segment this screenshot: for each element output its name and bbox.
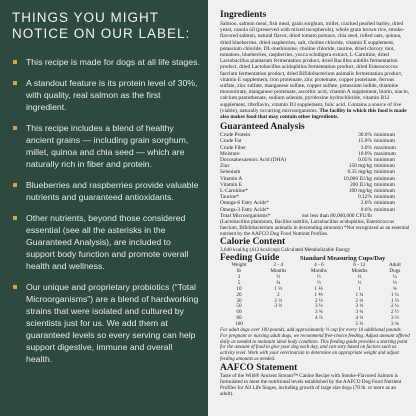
ga-value: 150 mg/kg — [348, 163, 372, 170]
guaranteed-analysis-heading: Guaranteed Analysis — [220, 122, 305, 133]
note-text: Other nutrients, beyond those considered essential (see all the asterisks in the Guaranteed Analysis), are included to support body function and promote overall health and wellness. — [26, 213, 189, 271]
feeding-guide-table — [220, 263, 410, 328]
microorganisms-note: Contains a source of live (viable), naturally occurring microorganisms. — [220, 101, 402, 114]
ga-value: 0.35 mg/kg — [347, 169, 372, 176]
feeding-guide-heading: Feeding Guide — [220, 253, 280, 264]
ga-nutrient: Total Microorganisms* — [220, 212, 271, 219]
feed-cell: 5 — [237, 279, 241, 286]
feed-cell: lb — [236, 268, 242, 274]
feed-cell: Months — [270, 268, 287, 274]
feed-cell: 20 — [236, 291, 242, 298]
ga-unit: maximum — [374, 144, 396, 151]
feed-cell: Months — [310, 268, 327, 274]
ingredients-text: Salmon, salmon meal, fish meal, grain sorghum, millet, cracked pearled barley, dried yeast, canola oil (preserved with mixed tocopherols), whole grain brown rice, smoke-flavored salmon, natural flavor, dried tomato pomace, chia seed, rolled oats, quinoa, dried blueberries, dried raspberries, salt, choline chloride, vitamin E supplement, potassium chloride, DL-methionine, choline chloride, taurine, dried chicory root, tomatoes, blueberries, raspberries, yucca schidigera extract, L-Carnitine, dried Lactobacillus plantarum fermentation product, dried Bacillus subtilis fermentation product, dried Lactobacillus acidophilus fermentation product, dried Enterococcus faecium fermentation product, dried Bifidobacterium animalis fermentation product, vitamin E supplement, iron proteinate, zinc proteinate, copper proteinate, ferrous sulfate, zinc sulfate, manganese sulfate, copper sulfate, potassium iodide, thiamine mononitrate, manganese proteinate, ascorbic acid, vitamin A supplement, biotin, niacin, calcium pantothenate, sodium selenite, pyridoxine hydrochloride, vitamin B12 supplement, riboflavin, vitamin D3 supplement, folic acid. — [220, 21, 410, 108]
note-item — [12, 122, 200, 170]
feed-cell: 2 - 4 — [273, 262, 284, 269]
feeding-guide-subtitle: Standard Measuring Cups/Day — [300, 255, 386, 263]
ga-unit: minimum — [374, 163, 395, 170]
ga-unit: minimum — [374, 181, 395, 188]
square-bullet-icon — [13, 60, 17, 64]
ingredients-list — [220, 21, 410, 120]
ga-value: 10.0% — [358, 150, 372, 157]
ga-value: 0.05% — [358, 157, 372, 164]
nutrition-label-panel — [208, 0, 416, 416]
note-item — [12, 212, 200, 272]
note-item — [12, 56, 200, 68]
ga-nutrient: Moisture — [220, 150, 240, 157]
ga-nutrient: Crude Fat — [220, 138, 242, 145]
ga-unit: minimum — [374, 169, 395, 176]
feed-cell: 3 ⅓ — [355, 303, 364, 310]
feed-cell: ¾ — [276, 279, 281, 286]
square-bullet-icon — [13, 183, 17, 187]
note-text: This recipe includes a blend of healthy ancient grains — including grain sorghum, millet, quinoa and chia seed — which are naturally rich in fiber and protein. — [26, 123, 189, 169]
note-item — [12, 281, 200, 365]
feed-cell: 80 — [236, 315, 242, 322]
guaranteed-analysis-table — [220, 132, 410, 219]
feed-cell: 1 ¼ — [390, 291, 399, 298]
ga-nutrient: Crude Fiber — [220, 144, 246, 151]
feed-cell: 30 — [236, 297, 242, 304]
feed-cell: 2 ⅔ — [274, 297, 283, 304]
ga-unit: minimum — [374, 206, 395, 213]
feed-cell: 1 ⅕ — [314, 285, 324, 292]
feeding-note: For adult dogs over 100 pounds, add approximately ½ cup for every 10 additional pounds. For pregnant or nursing adult dogs, we recommend free-choice feeding. Adjust amount offered daily as needed to maintain ideal body condition. This feeding guide provides a starting point for the amount of food to give your dog each day, and can vary based on factors such as activity level. Work with your veterinarian to determine an appropriate weight and adjust feeding amounts as needed. — [220, 328, 410, 363]
ga-nutrient: Docosahexaenoic Acid (DHA) — [220, 157, 287, 164]
square-bullet-icon — [13, 81, 17, 85]
ga-value: 200 IU/kg — [349, 181, 372, 188]
ga-nutrient: Taurine* — [220, 194, 240, 201]
ga-value: 3.0% — [360, 144, 372, 151]
ga-value: 0.12% — [358, 194, 372, 201]
feed-cell: 3 ⅓ — [314, 303, 323, 310]
feed-cell: Weight — [231, 262, 247, 269]
feed-cell: ⅔ — [316, 279, 321, 286]
feed-cell: 1 ⅓ — [274, 285, 283, 292]
ga-nutrient: Crude Protein — [220, 132, 251, 139]
note-item — [12, 179, 200, 203]
feed-cell: 2 ⅓ — [355, 297, 364, 304]
ga-value: 2.6% — [360, 200, 372, 207]
ga-nutrient: Selenium — [220, 169, 241, 176]
feed-cell: ⅓ — [392, 279, 397, 286]
note-text: This recipe is made for dogs at all life stages. — [26, 57, 200, 67]
square-bullet-icon — [13, 216, 17, 220]
feed-cell: ½ — [316, 273, 321, 280]
ga-unit: minimum — [374, 138, 395, 145]
ga-nutrient: Omega-3 Fatty Acids* — [220, 206, 269, 213]
ga-value: 10,000 IU/kg — [343, 175, 372, 182]
feed-cell: 4 - 6 — [314, 262, 324, 269]
feed-cell: 10 — [236, 285, 242, 292]
calorie-text: 3,640 kcal/kg (413 kcal/cup) Calculated Metabolizable Energy — [220, 247, 351, 254]
feed-cell: 3 ¾ — [314, 309, 323, 316]
feed-cell: 2 ⅓ — [314, 297, 323, 304]
feed-cell: 3 ¾ — [390, 321, 399, 328]
ga-nutrient: Omega-6 Fatty Acids* — [220, 200, 269, 207]
feed-cell: Dogs — [389, 268, 401, 274]
feed-cell: 3 ⅔ — [274, 303, 283, 310]
feed-cell: ⅓ — [357, 273, 362, 280]
feed-cell: 6 - 12 — [353, 262, 366, 269]
note-text: Blueberries and raspberries provide valuable nutrients and guaranteed antioxidants. — [26, 180, 199, 202]
ga-unit: minimum — [374, 188, 395, 195]
feed-cell: Months — [351, 268, 368, 274]
heading-line-2: NOTICE ON OUR LABEL: — [12, 26, 191, 41]
feed-cell: 3 ¾ — [355, 309, 364, 316]
heading-line-1: THINGS YOU MIGHT — [12, 10, 160, 25]
feed-cell: 4 ⅓ — [355, 315, 364, 322]
aafco-heading: AAFCO Statement — [220, 362, 298, 373]
feed-cell: 2 ½ — [390, 309, 399, 316]
note-text: Our unique and proprietary probiotics (“Total Microorganisms”) are a blend of hardworking strains that were isolated and cultured by scientists just for us. We add them at guaranteed levels so every serving can help support digestive, immune and overall health. — [26, 282, 199, 364]
feed-cell: Adult — [388, 262, 401, 269]
feed-cell: 1 ⅘ — [314, 291, 324, 298]
note-text: A standout feature is its protein level of 30%, with quality, real salmon as the first ingredient. — [26, 78, 198, 112]
feed-cell: 1 ⅔ — [390, 297, 399, 304]
ga-unit: minimum — [374, 175, 395, 182]
aafco-text: Taste of the Wild® Ancient Stream™ Canine Recipe with Smoke-Flavored Salmon is formulated to meet the nutritional levels established by the AAFCO Dog Food Nutrient Profiles for All Life Stages, including growth of large size dogs (70 lb. or more as an adult). — [220, 372, 402, 397]
feed-cell: 50 — [236, 303, 242, 310]
feed-cell: 3 ⅔ — [390, 315, 399, 322]
feed-cell: 1 ¾ — [355, 291, 364, 298]
ga-unit: maximum — [374, 150, 396, 157]
ga-value: 15.0% — [358, 138, 372, 145]
ga-value: 100 mg/kg — [348, 188, 372, 195]
ga-value: not less than 80,000,000 CFU/lb — [301, 212, 372, 219]
feed-cell: 100 — [235, 321, 243, 328]
feed-cell: ½ — [276, 273, 281, 280]
feed-cell: ½ — [357, 279, 362, 286]
ga-nutrient: Zinc — [220, 163, 230, 170]
ga-unit: minimum — [374, 200, 395, 207]
square-bullet-icon — [13, 285, 17, 289]
feed-cell: 1 — [358, 285, 361, 292]
feed-cell: 4 ⅔ — [314, 315, 323, 322]
ga-nutrient: Vitamin A — [220, 175, 243, 182]
facility-note: The facility in which this food is made also makes food that may contain other ingredients. — [220, 107, 407, 121]
feed-cell: 2 — [277, 291, 280, 298]
ga-nutrient: Vitamin E — [220, 181, 242, 188]
feed-cell: 3 — [237, 273, 241, 280]
ga-value: 0.6% — [360, 206, 372, 213]
ga-unit: minimum — [374, 157, 395, 164]
square-bullet-icon — [13, 126, 17, 130]
feed-cell: 60 — [236, 309, 242, 316]
ga-nutrient: L-Carnitine* — [220, 188, 248, 195]
note-item — [12, 77, 200, 113]
ingredients-heading: Ingredients — [220, 10, 267, 20]
feed-cell: 5 ⅓ — [355, 321, 364, 328]
feed-cell: ¾ — [392, 285, 397, 292]
calorie-heading: Calorie Content — [220, 237, 286, 248]
ga-unit: minimum — [374, 132, 395, 139]
ga-unit: minimum — [374, 194, 395, 201]
ga-value: 30.0% — [358, 132, 372, 139]
ga-footnote: (Lactobacillus plantarum, Bacillus subtilis, Lactobacillus acidophilus, Enterococcus faecium, Bifidobacterium animalis in descending amounts) *Not recognized as an essential nutrient by the AAFCO Dog Food Nutrient Profiles. — [220, 219, 410, 238]
feed-cell: ¼ — [392, 273, 397, 280]
panel-heading — [12, 10, 200, 42]
feed-cell: 2 ¼ — [390, 303, 399, 310]
